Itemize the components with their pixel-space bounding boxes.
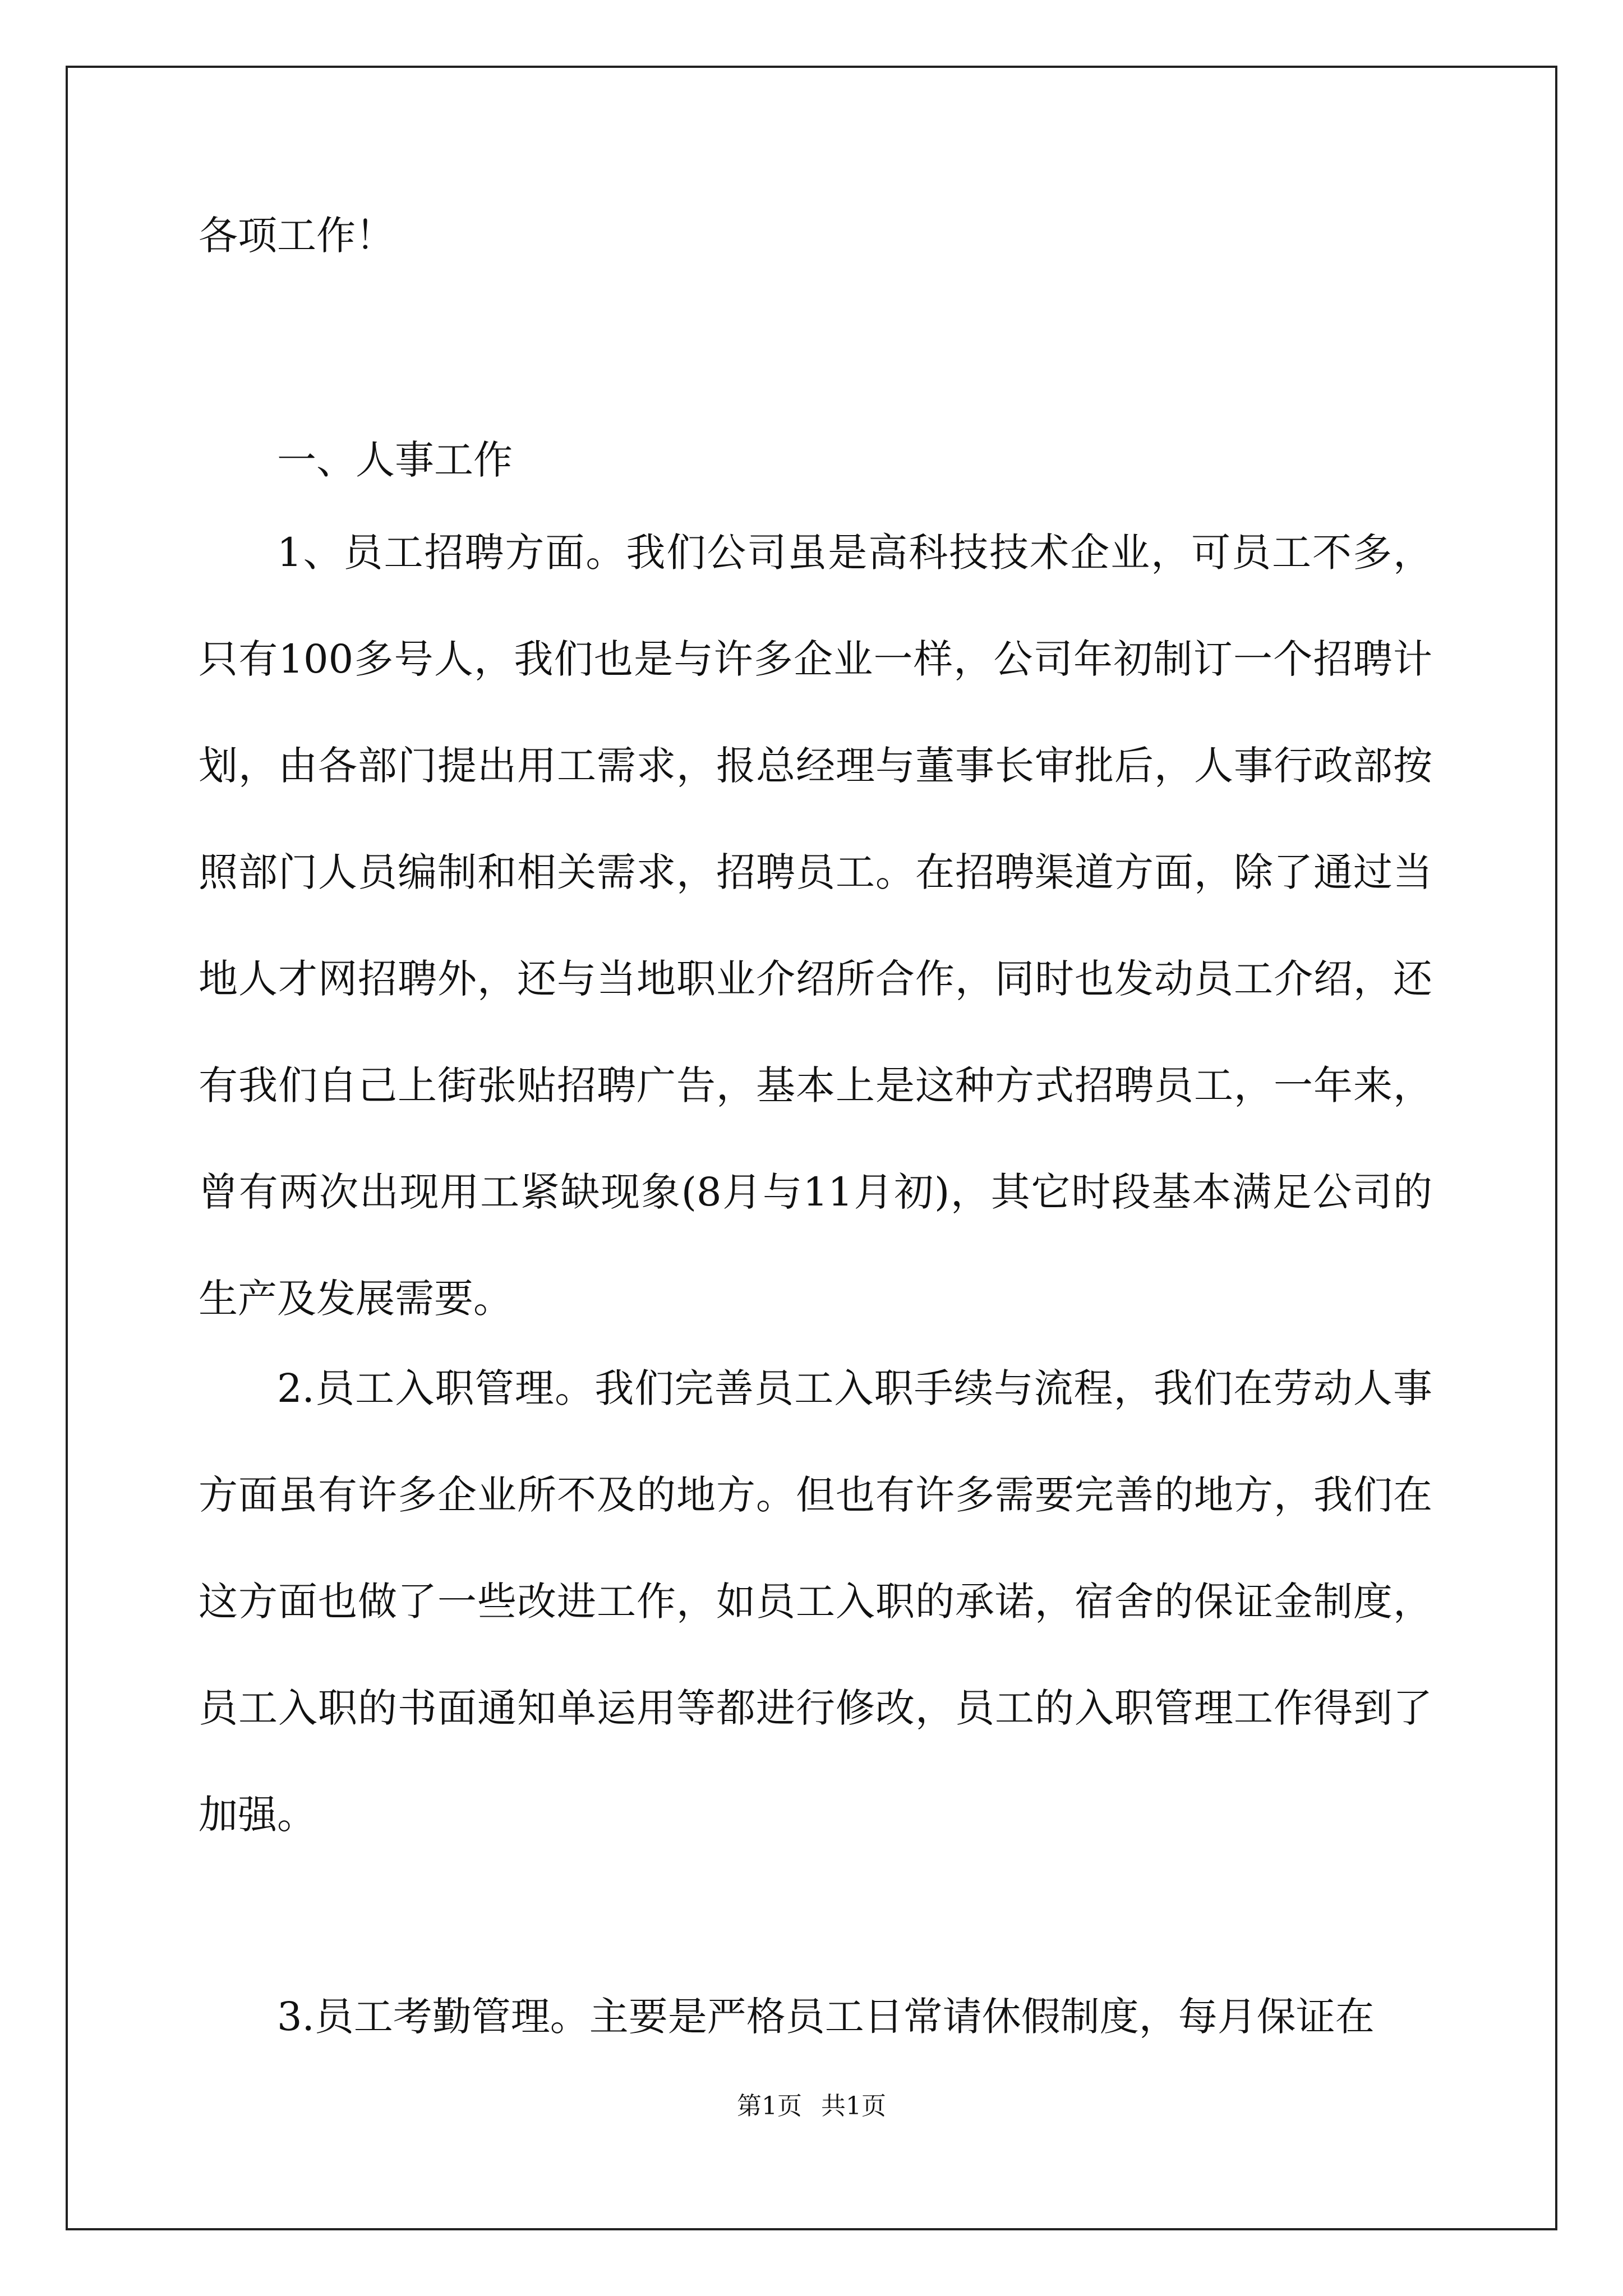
- page-footer: [0, 2090, 1623, 2123]
- paragraph-onboarding: 2.员工入职管理。我们完善员工入职手续与流程，我们在劳动人事方面虽有许多企业所不及的地方。但也有许多需要完善的地方，我们在这方面也做了一些改进工作，如员工入职的承诺，宿舍的保证金制度，员工入职的书面通知单运用等都进行修改，员工的入职管理工作得到了加强。: [199, 1365, 1432, 1838]
- page-number-current: 第1页: [737, 2092, 802, 2120]
- section-heading: 一、人事工作: [277, 437, 513, 483]
- paragraph-recruitment: 1、员工招聘方面。我们公司虽是高科技技术企业，可员工不多，只有100多号人，我们也是与许多企业一样，公司年初制订一个招聘计划，由各部门提出用工需求，报总经理与董事长审批后，人事行政部按照部门人员编制和相关需求，招聘员工。在招聘渠道方面，除了通过当地人才网招聘外，还与当地职业介绍所合作，同时也发动员工介绍，还有我们自己上街张贴招聘广告，基本上是这种方式招聘员工，一年来，曾有两次出现用工紧缺现象(8月与11月初)，其它时段基本满足公司的生产及发展需要。: [199, 530, 1432, 1322]
- paragraph-attendance: 3.员工考勤管理。主要是严格员工日常请休假制度，每月保证在: [277, 1994, 1375, 2040]
- continued-text-line: 各项工作！: [199, 213, 395, 259]
- page-number-total: 共1页: [821, 2092, 886, 2120]
